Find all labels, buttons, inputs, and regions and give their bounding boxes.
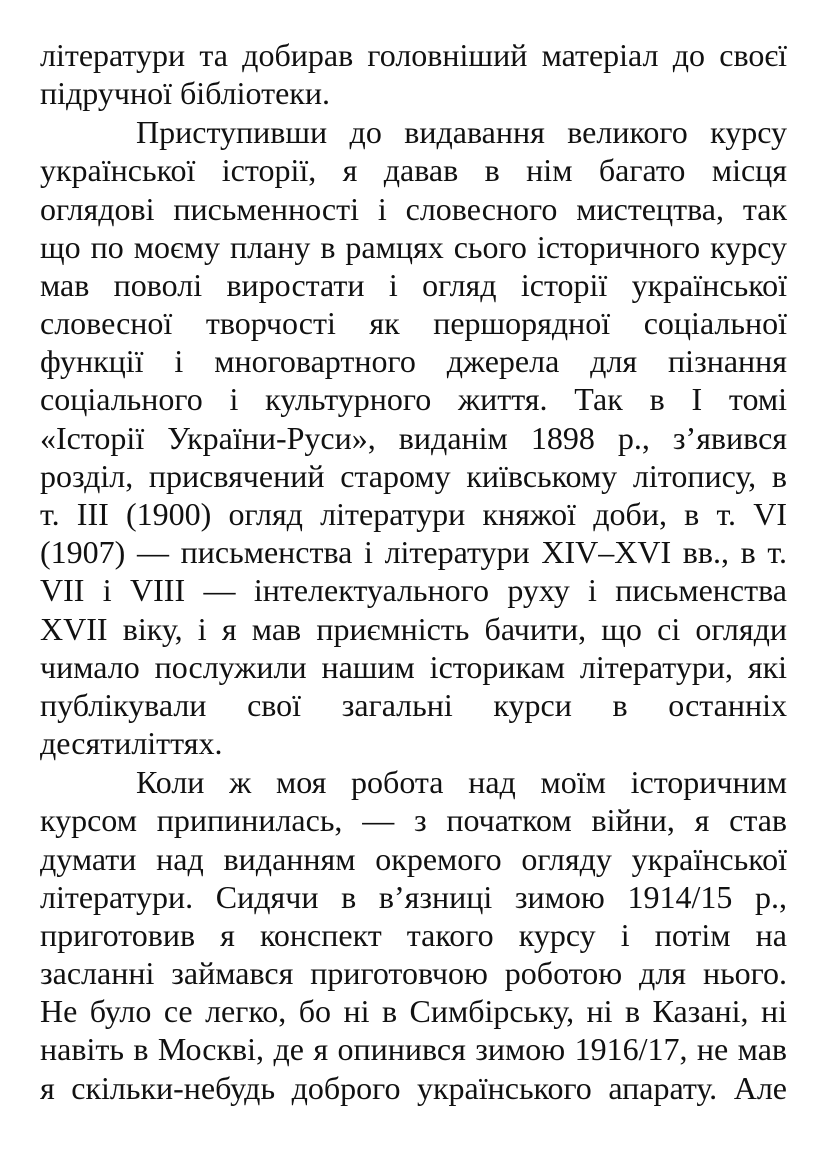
document-page (40, 36, 787, 1107)
text-line: думати над виданням окремого огляду української (40, 840, 787, 877)
text-line: Коли ж моя робота над моїм історичним (136, 764, 787, 801)
text-line: чимало послужили нашим історикам літератури, які (40, 648, 787, 685)
paragraph-1 (40, 36, 787, 112)
text-line: т. ІІІ (1900) огляд літератури княжої доби, в т. VI (40, 496, 787, 533)
text-line: Приступивши до видавання великого курсу (136, 114, 787, 151)
text-line: функції і многовартного джерела для пізнання (40, 343, 787, 380)
text-line: XVII віку, і я мав приємність бачити, що сі огляди (40, 610, 787, 647)
text-line: що по моєму плану в рамцях сього історичного курсу (40, 228, 787, 265)
text-line: мав поволі виростати і огляд історії української (40, 266, 787, 303)
text-line: курсом припинилась, — з початком війни, я став (40, 802, 787, 839)
text-line: літератури та добирав головніший матеріал до своєї (40, 37, 787, 73)
text-line: соціального і культурного життя. Так в І томі (40, 381, 787, 418)
text-line: літератури. Сидячи в в’язниці зимою 1914/15 р., (40, 878, 787, 915)
text-line: (1907) — письменства і літератури XIV–XVI вв., в т. (40, 534, 787, 571)
text-line: словесної творчості як першорядної соціальної (40, 305, 787, 342)
text-line: «Історії України-Руси», виданім 1898 р., з’явився (40, 419, 787, 456)
text-line: VII і VIII — інтелектуального руху і письменства (40, 572, 787, 609)
text-line: підручної бібліотеки. (40, 75, 330, 112)
text-line: десятиліттях. (40, 725, 223, 762)
text-line: української історії, я давав в нім багато місця (40, 152, 787, 189)
text-line: навіть в Москві, де я опинився зимою 1916/17, не мав (40, 1031, 787, 1068)
text-line: засланні займався приготовчою роботою для нього. (40, 955, 787, 992)
text-line: публікували свої загальні курси в останніх (40, 686, 787, 723)
text-line: приготовив я конспект такого курсу і потім на (40, 916, 787, 953)
text-line: я скільки-небудь доброго українського апарату. Але (40, 1069, 787, 1106)
text-line: розділ, присвячений старому київському літопису, в (40, 457, 787, 494)
paragraph-2 (40, 113, 787, 762)
text-line: Не було се легко, бо ні в Симбірську, ні в Казані, ні (40, 993, 787, 1030)
text-line: оглядові письменності і словесного мистецтва, так (40, 190, 787, 227)
paragraph-3 (40, 763, 787, 1107)
